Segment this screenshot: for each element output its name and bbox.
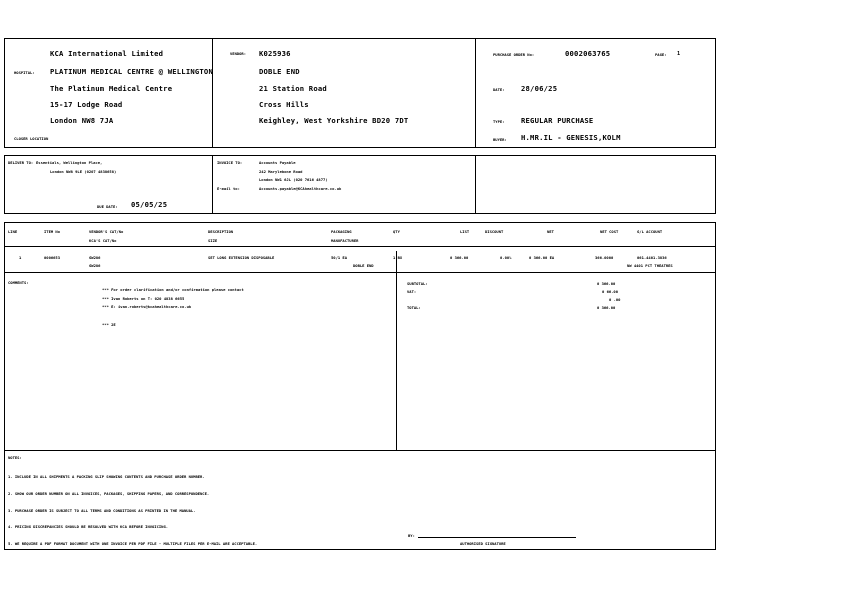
- hospital-address-1: The Platinum Medical Centre: [50, 84, 173, 93]
- note-2: 2. SHOW OUR ORDER NUMBER ON ALL INVOICES, PACKAGES, SHIPPING PAPERS, AND CORRESPONDENCE.: [8, 491, 210, 496]
- other-value: 0 .00: [609, 297, 621, 302]
- invoice-to-line-2: 242 Marylebone Road: [259, 169, 303, 174]
- deliver-to-label: DELIVER TO:: [8, 160, 34, 165]
- row-gl-description: NW 4401 PCT THEATRES: [627, 263, 673, 268]
- type-value: REGULAR PURCHASE: [521, 116, 594, 125]
- col-gl-account: G/L ACCOUNT: [637, 229, 663, 234]
- subtotal-value: 0 366.00: [597, 281, 616, 286]
- notes-divider: [4, 450, 716, 451]
- ship-location-label: CLOSER LOCATION: [14, 136, 49, 141]
- row-list: 0 366.00: [450, 255, 469, 260]
- hospital-name: PLATINUM MEDICAL CENTRE @ WELLINGTON: [50, 67, 213, 76]
- comments-label: COMMENTS:: [8, 280, 29, 285]
- note-4: 4. PRICING DISCREPANCIES SHOULD BE RESOLVED WITH KCA BEFORE INVOICING.: [8, 524, 169, 529]
- date-label: DATE:: [493, 87, 505, 92]
- buyer-label: BUYER:: [493, 137, 507, 142]
- col-manufacturer: MANUFACTURER: [331, 238, 359, 243]
- vendor-label: VENDOR:: [230, 51, 247, 56]
- row-kca-cat: GW286: [89, 263, 101, 268]
- header-divider-2: [475, 38, 476, 148]
- vat-label: VAT:: [407, 289, 417, 294]
- note-3: 3. PURCHASE ORDER IS SUBJECT TO ALL TERMS AND CONDITIONS AS PRINTED IN THE MANUAL.: [8, 508, 196, 513]
- type-label: TYPE:: [493, 119, 505, 124]
- due-date-value: 05/05/25: [131, 200, 168, 209]
- row-packaging: 50/1 EA: [331, 255, 348, 260]
- notes-label: NOTES:: [8, 455, 22, 460]
- vendor-code: K025936: [259, 49, 291, 58]
- row-net-cost: 366.0000: [595, 255, 614, 260]
- comment-line-2: *** Ivan Roberts on T: 020 4838 6655: [102, 296, 185, 301]
- line-items-divider: [4, 272, 716, 273]
- row-net: 0 366.00 EA: [529, 255, 555, 260]
- row-manufacturer: DOBLE END: [353, 263, 374, 268]
- invoice-to-label: INVOICE TO:: [217, 160, 243, 165]
- supplier-name: KCA International Limited: [50, 49, 164, 58]
- comment-line-3: *** E: ivan.roberts@kcahealthcare.co.uk: [102, 304, 192, 309]
- col-net-cost: NET COST: [600, 229, 619, 234]
- col-line: LINE: [8, 229, 18, 234]
- hospital-address-2: 15-17 Lodge Road: [50, 100, 123, 109]
- note-5: 5. WE REQUIRE A PDF FORMAT DOCUMENT WITH ONE INVOICE PER PDF FILE - MULTIPLE FILES PER E-MAIL ARE ACCEPTABLE.: [8, 541, 258, 546]
- total-value: 0 366.00: [597, 305, 616, 310]
- total-label: TOTAL:: [407, 305, 421, 310]
- invoice-to-line-1: Accounts Payable: [259, 160, 296, 165]
- col-net: NET: [547, 229, 554, 234]
- signature-line[interactable]: [418, 537, 576, 538]
- email-value[interactable]: Accounts.payable@KCAhealthcare.co.uk: [259, 186, 342, 191]
- hospital-address-3: London NW8 7JA: [50, 116, 114, 125]
- row-description: SET LONG EXTENSION DISPOSABLE: [208, 255, 275, 260]
- deliver-to-line-2: London NW8 9LE (0207 4838658): [50, 169, 117, 174]
- signature-by-label: BY:: [408, 533, 415, 538]
- delivery-divider-2: [475, 155, 476, 214]
- col-description: DESCRIPTION: [208, 229, 234, 234]
- vendor-address-2: Cross Hills: [259, 100, 309, 109]
- header-divider-1: [212, 38, 213, 148]
- col-qty: QTY: [393, 229, 400, 234]
- vendor-address-3: Keighley, West Yorkshire BD20 7DT: [259, 116, 409, 125]
- col-kca-cat: KCA'S CAT/No: [89, 238, 117, 243]
- row-vendor-cat: GW286: [89, 255, 101, 260]
- comments-totals-divider: [396, 272, 397, 450]
- comment-line-1: *** For order clarification and/or confirmation please contact: [102, 287, 244, 292]
- col-packaging: PACKAGING: [331, 229, 352, 234]
- date-value: 28/06/25: [521, 84, 558, 93]
- col-discount: DISCOUNT: [485, 229, 504, 234]
- note-1: 1. INCLUDE IN ALL SHIPMENTS A PACKING SLIP SHOWING CONTENTS AND PURCHASE ORDER NUMBER.: [8, 474, 205, 479]
- page-number: 1: [677, 51, 681, 57]
- deliver-to-line-1: Essentials, Wellington Place,: [36, 160, 103, 165]
- po-number: 0002063765: [565, 49, 611, 58]
- col-vendor-cat: VENDOR'S CAT/No: [89, 229, 124, 234]
- col-list: LIST: [460, 229, 470, 234]
- hospital-label: HOSPITAL:: [14, 70, 35, 75]
- col-item: ITEM No: [44, 229, 61, 234]
- due-date-label: DUE DATE:: [97, 204, 118, 209]
- buyer-value: H.MR.IL - GENESIS,KOLM: [521, 133, 621, 142]
- row-gl-account: 061.4401.3836: [637, 255, 667, 260]
- row-line: 1: [19, 255, 22, 260]
- col-size: SIZE: [208, 238, 218, 243]
- email-label: E-mail to:: [217, 186, 240, 191]
- authorised-signature-label: AUTHORISED SIGNATURE: [460, 541, 506, 546]
- invoice-to-line-3: London NW1 6JL (020 7616 4877): [259, 177, 328, 182]
- column-header-divider: [4, 246, 716, 247]
- delivery-divider-1: [212, 155, 213, 214]
- vendor-name: DOBLE END: [259, 67, 300, 76]
- comment-line-4: *** 2E: [102, 322, 116, 327]
- po-number-label: PURCHASE ORDER No:: [493, 52, 535, 57]
- subtotal-label: SUBTOTAL:: [407, 281, 428, 286]
- row-discount: 0.00%: [500, 255, 512, 260]
- row-qty: 1 BX: [393, 255, 403, 260]
- vat-value: 0 66.00: [602, 289, 619, 294]
- page-label: PAGE:: [655, 52, 667, 57]
- row-item: 0006653: [44, 255, 61, 260]
- vendor-address-1: 21 Station Road: [259, 84, 327, 93]
